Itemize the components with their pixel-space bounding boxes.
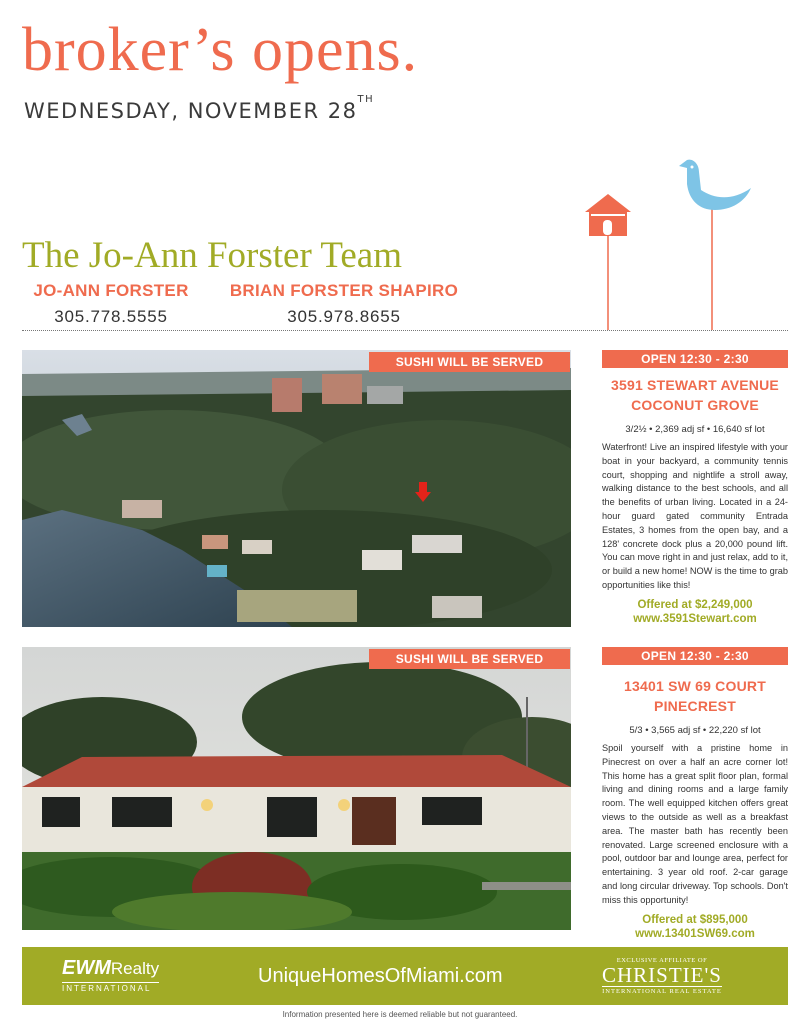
agent-phone[interactable]: 305.778.5555 <box>54 307 168 326</box>
open-hours-badge: OPEN 12:30 - 2:30 <box>602 647 788 665</box>
christies-logo <box>602 957 722 995</box>
aerial-property-photo <box>22 350 571 627</box>
disclaimer: Information presented here is deemed reliable but not guaranteed. <box>282 1010 518 1019</box>
website-link[interactable]: UniqueHomesOfMiami.com <box>258 965 503 987</box>
agent-card <box>226 281 462 327</box>
listing-description: Waterfront! Live an inspired lifestyle with your boat in your backyard, a community tennis court, shopping and nightlife a stroll away, walking distance to the best schools, and all the benefits of urban living. Located in a 24-hour guard gated community Entrada Estates, 3 homes from the open bay, and a 128' concrete dock plus a 20,000 pound lift. You can move right in and just relax, add to it, or build a new home! NOW is the time to grab opportunities like this! <box>602 442 788 590</box>
team-name: The Jo-Ann Forster Team <box>22 235 403 276</box>
affiliate-name: CHRISTIE'S <box>602 963 722 987</box>
listing-details <box>602 676 788 940</box>
ewm-logo-subtitle: INTERNATIONAL <box>62 982 159 993</box>
listing-address: 13401 SW 69 COURT <box>624 678 766 694</box>
agent-phone[interactable]: 305.978.8655 <box>287 307 401 326</box>
house-exterior-photo <box>22 647 571 930</box>
ewm-logo-wordmark <box>62 957 159 980</box>
bird-icon <box>679 160 751 330</box>
event-banner: SUSHI WILL BE SERVED <box>369 352 570 372</box>
ewm-logo-text: EWM <box>62 957 111 979</box>
decoration <box>575 150 775 332</box>
agent-name: JO-ANN FORSTER <box>33 281 189 300</box>
agent-name: BRIAN FORSTER SHAPIRO <box>229 281 459 300</box>
listing-description: Spoil yourself with a pristine home in Pinecrest on over a half an acre corner lot! This home has a great split floor plan, formal living and dining rooms and a large family room. The well equipped kitchen offers great views to the outside as well as a breakfast area. The master bath has recently been renovated. Large screened enclosure with a pool, outdoor bar and lounge area, perfect for entertaining. 3 year old roof. 2-car garage and long circular driveway. Top schools. Don't miss this opportunity! <box>602 743 788 905</box>
event-banner: SUSHI WILL BE SERVED <box>369 649 570 669</box>
headline: broker’s opens. <box>22 16 419 84</box>
listing-neighborhood: PINECREST <box>654 698 736 714</box>
listing-neighborhood: COCONUT GROVE <box>631 397 759 413</box>
listing-specs: 3/2½ • 2,369 adj sf • 16,640 sf lot <box>625 424 765 435</box>
divider <box>22 330 788 331</box>
ewm-realty-logo <box>62 957 159 993</box>
listing-url[interactable]: www.3591Stewart.com <box>633 612 757 625</box>
listing-price: Offered at $895,000 <box>642 913 748 926</box>
listing-details <box>602 375 788 625</box>
event-date-suffix: TH <box>357 94 375 105</box>
affiliate-subtitle: INTERNATIONAL REAL ESTATE <box>602 988 722 995</box>
event-date-text: WEDNESDAY, NOVEMBER 28 <box>24 99 358 123</box>
birdhouse-icon <box>585 194 631 330</box>
realty-logo-text: Realty <box>110 959 160 978</box>
agent-card <box>24 281 198 327</box>
event-date <box>24 94 375 123</box>
open-hours-badge: OPEN 12:30 - 2:30 <box>602 350 788 368</box>
footer-bar <box>22 947 788 1005</box>
listing-specs: 5/3 • 3,565 adj sf • 22,220 sf lot <box>629 725 761 736</box>
listing-url[interactable]: www.13401SW69.com <box>635 927 755 940</box>
listing-price: Offered at $2,249,000 <box>637 598 753 611</box>
affiliate-label: EXCLUSIVE AFFILIATE OF <box>616 957 708 964</box>
listing-address: 3591 STEWART AVENUE <box>611 377 779 393</box>
